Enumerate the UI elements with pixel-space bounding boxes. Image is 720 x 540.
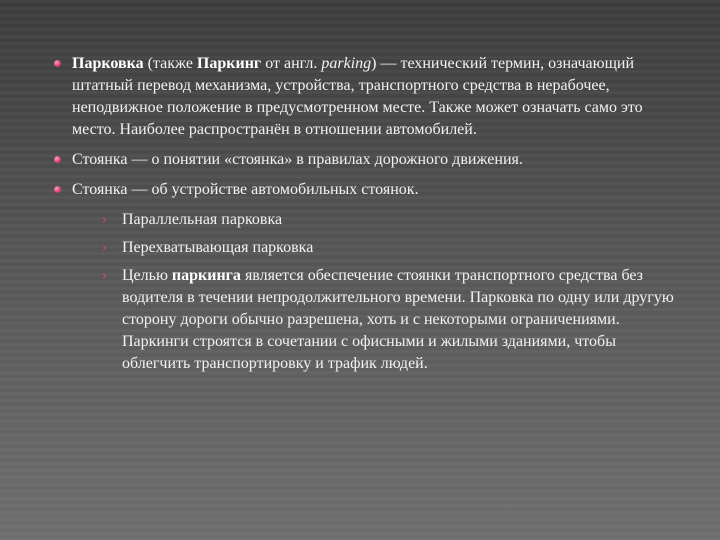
term-parkovka: Парковка xyxy=(72,55,144,72)
bullet-text: ) — технический термин, означающий штатный перевод механизма, устройства, транспортного средства в нерабочее, неподвижное положение в предусмотренном месте. Также может означать само это место. Наиболее распространён в отношении автомобилей. xyxy=(72,55,643,138)
sub-item-intercept-parking xyxy=(102,237,682,259)
term-parking: Паркинг xyxy=(196,55,262,72)
slide-body xyxy=(52,53,682,383)
chevron-right-icon: › xyxy=(102,213,108,228)
sub-item-parking-purpose xyxy=(102,265,682,375)
sub-bullet-list xyxy=(72,209,682,375)
sub-item-parallel-parking xyxy=(102,209,682,231)
bullet-item-stoyanka-concept xyxy=(52,149,682,171)
pink-dot-icon xyxy=(54,186,61,193)
bullet-text: от англ. xyxy=(261,55,322,72)
bullet-item-stoyanka-device xyxy=(52,179,682,375)
pink-dot-icon xyxy=(54,156,61,163)
bullet-text: Стоянка — о понятии «стоянка» в правилах дорожного движения. xyxy=(72,151,523,168)
chevron-right-icon: › xyxy=(102,241,108,256)
foreign-word: parking xyxy=(321,55,372,72)
chevron-right-icon: › xyxy=(102,269,108,284)
bullet-list xyxy=(52,53,682,375)
bullet-text: (также xyxy=(143,55,197,72)
sub-item-text: Перехватывающая парковка xyxy=(122,239,314,256)
sub-item-text: Целью xyxy=(122,267,172,284)
bullet-text: Стоянка — об устройстве автомобильных стоянок. xyxy=(72,181,419,198)
pink-dot-icon xyxy=(54,60,61,67)
sub-item-text: является обеспечение стоянки транспортного средства без водителя в течении непродолжительного времени. Парковка по одну или другую сторону дороги обычно разрешена, хоть и с некоторыми ограничениями. Паркинги строятся в сочетании с офисными и жилыми зданиями, чтобы облегчить транспортировку и трафик людей. xyxy=(122,267,674,372)
sub-item-text: Параллельная парковка xyxy=(122,211,283,228)
term-parkinga: паркинга xyxy=(171,267,241,284)
bullet-item-parking-definition xyxy=(52,53,682,141)
